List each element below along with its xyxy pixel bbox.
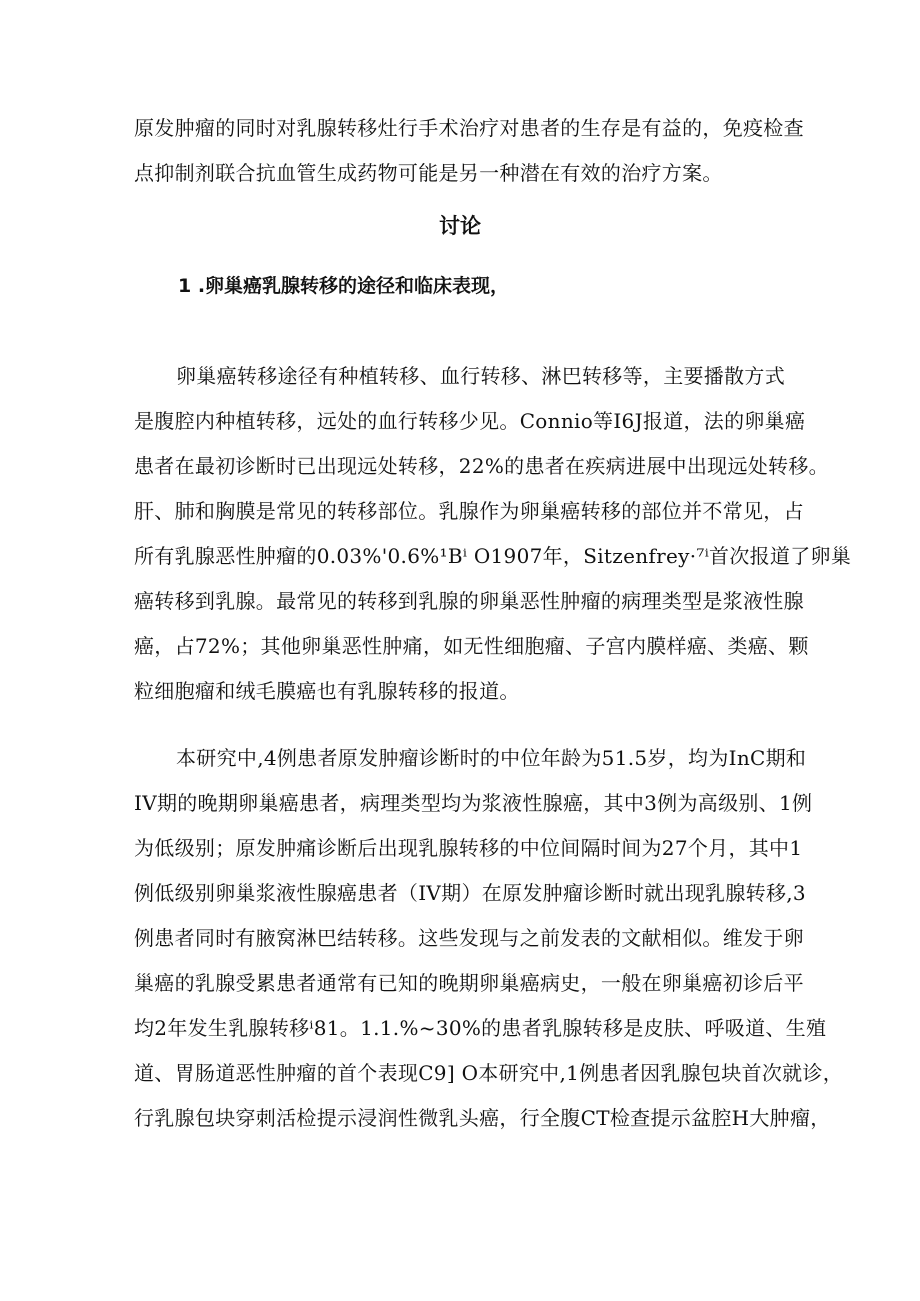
text-line: 癌转移到乳腺。最常见的转移到乳腺的卵巢恶性肿瘤的病理类型是浆液性腺: [134, 589, 804, 613]
text-line: 所有乳腺恶性肿瘤的0.03%'0.6%¹Bⁱ O1907年，Sitzenfrey·⁷ⁱ首次报道了卵巢: [134, 544, 852, 568]
text-line: 原发肿瘤的同时对乳腺转移灶行手术治疗对患者的生存是有益的，免疫检查: [134, 116, 804, 140]
text-line: 卵巢癌转移途径有种植转移、血行转移、淋巴转移等，主要播散方式: [176, 364, 785, 388]
text-line: IV期的晚期卵巢癌患者，病理类型均为浆液性腺癌，其中3例为高级别、1例: [134, 791, 813, 815]
text-line: 均2年发生乳腺转移ⁱ81。1.1.%~30%的患者乳腺转移是皮肤、呼吸道、生殖: [134, 1016, 827, 1040]
text-line: 为低级别；原发肿痛诊断后出现乳腺转移的中位间隔时间为27个月，其中1: [134, 836, 803, 860]
text-line: 肝、肺和胸膜是常见的转移部位。乳腺作为卵巢癌转移的部位并不常见，占: [134, 499, 804, 523]
paragraph-routes: [134, 354, 852, 714]
text-line: 粒细胞瘤和绒毛膜癌也有乳腺转移的报道。: [134, 679, 520, 703]
text-line: 例患者同时有腋窝淋巴结转移。这些发现与之前发表的文献相似。维发于卵: [134, 926, 804, 950]
text-line: 道、胃肠道恶性肿瘤的首个表现C9] O本研究中,1例患者因乳腺包块首次就诊，: [134, 1061, 844, 1085]
paragraph-intro: [134, 106, 804, 196]
text-line: 癌，占72%；其他卵巢恶性肿痛，如无性细胞瘤、子宫内膜样癌、类癌、颗: [134, 634, 809, 658]
text-line: 患者在最初诊断时已出现远处转移，22%的患者在疾病进展中出现远处转移。: [134, 454, 829, 478]
text-line: 行乳腺包块穿刺活检提示浸润性微乳头癌，行全腹CT检查提示盆腔H大肿瘤，: [134, 1106, 831, 1130]
subsection-title: 1 .卵巢癌乳腺转移的途径和临床表现，: [178, 275, 510, 297]
section-title: 讨论: [439, 214, 481, 238]
text-line: 是腹腔内种植转移，远处的血行转移少见。Connio等I6J报道，法的卵巢癌: [134, 409, 806, 433]
text-line: 本研究中,4例患者原发肿瘤诊断时的中位年龄为51.5岁，均为InC期和: [176, 746, 807, 770]
text-line: 点抑制剂联合抗血管生成药物可能是另一种潜在有效的治疗方案。: [134, 161, 723, 185]
paragraph-study: [134, 736, 844, 1141]
text-line: 巢癌的乳腺受累患者通常有已知的晚期卵巢癌病史，一般在卵巢癌初诊后平: [134, 971, 804, 995]
text-line: 例低级别卵巢浆液性腺癌患者（IV期）在原发肿瘤诊断时就出现乳腺转移,3: [134, 881, 806, 905]
